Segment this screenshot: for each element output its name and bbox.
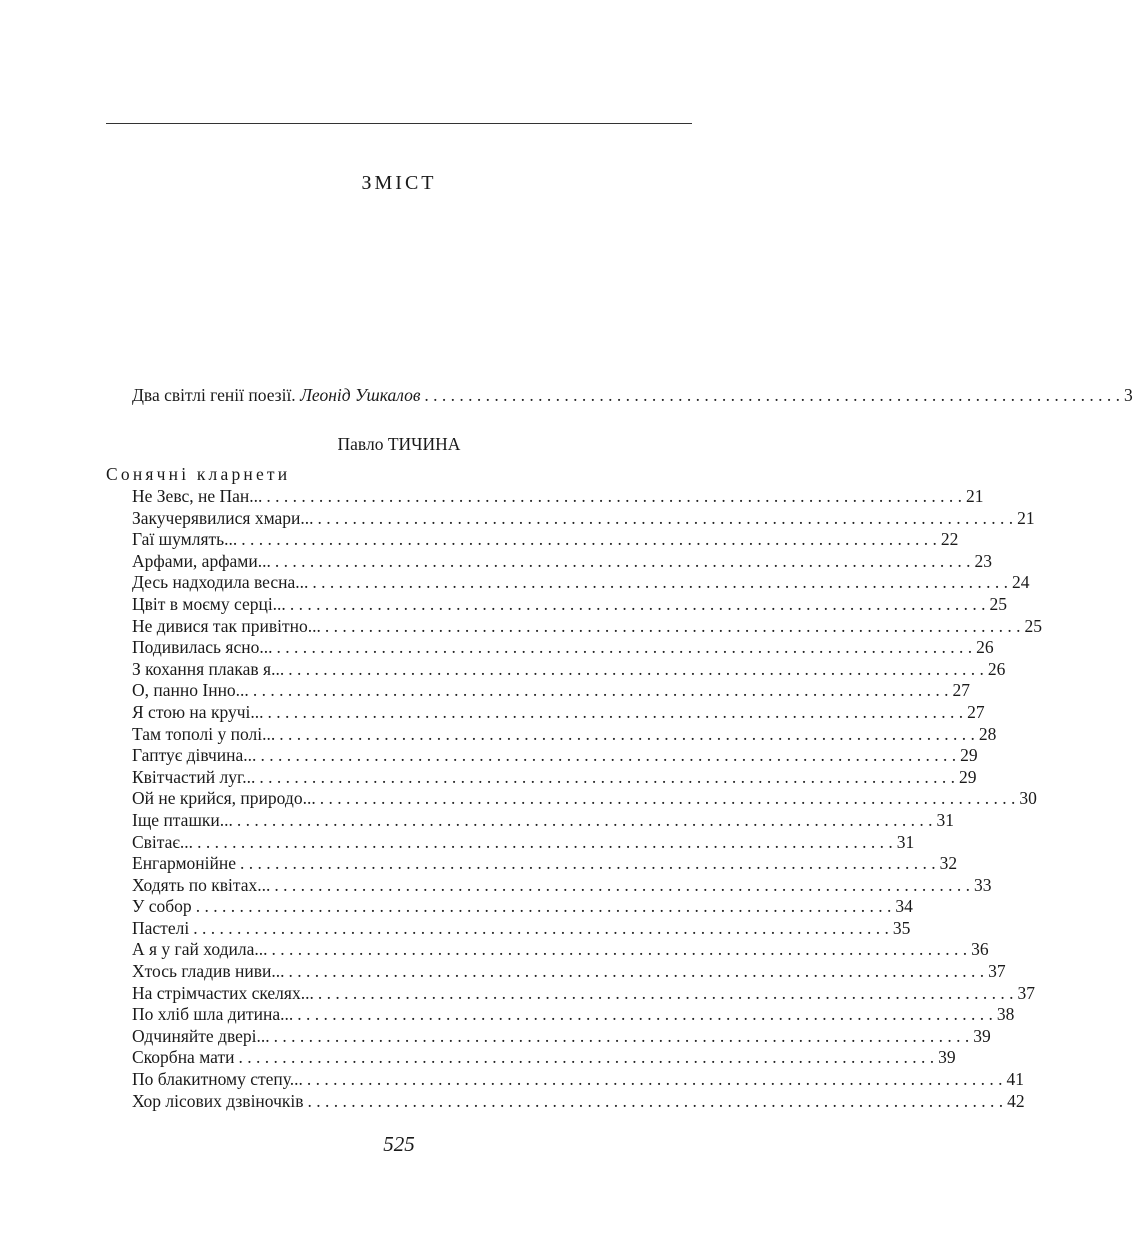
toc-entry-title: Не дивися так привітно... [132, 615, 321, 636]
toc-entry-title: Одчиняйте двері... [132, 1025, 270, 1046]
toc-entry-page: 39 [973, 1025, 991, 1046]
dot-leader: . . . . . . . . . . . . . . . . . . . . . . . . . . . . . . . . . . . . . . . . . . . . . . . . . . . . . . . . . . . . . . . . . . . . . . . . . . . . . . . . [288, 658, 984, 679]
toc-entry [132, 680, 970, 702]
toc-entry-page: 25 [1024, 615, 1042, 636]
toc-entry [132, 831, 915, 854]
toc-entry-page: 31 [936, 809, 955, 830]
toc-entry-page: 23 [974, 550, 992, 571]
folio-page-number: 525 [383, 1132, 415, 1156]
toc-entry-title: По хліб шла дитина... [132, 1004, 294, 1025]
toc-entry [132, 572, 1030, 594]
dot-leader: . . . . . . . . . . . . . . . . . . . . . . . . . . . . . . . . . . . . . . . . . . . . . . . . . . . . . . . . . . . . . . . . . . . . . . . . . . . . . . . . [271, 939, 968, 960]
toc-entry-page: 39 [938, 1047, 956, 1068]
dot-leader: . . . . . . . . . . . . . . . . . . . . . . . . . . . . . . . . . . . . . . . . . . . . . . . . . . . . . . . . . . . . . . . . . . . . . . . . . . . . . . . . [276, 637, 973, 658]
toc-entry-title: Гаї шумлять... [132, 529, 238, 550]
dot-leader: . . . . . . . . . . . . . . . . . . . . . . . . . . . . . . . . . . . . . . . . . . . . . . . . . . . . . . . . . . . . . . . . . . . . . . . . . . . . . . . . [288, 961, 985, 982]
toc-entry-page: 37 [988, 961, 1006, 982]
toc-list [132, 486, 1042, 1112]
toc-entry [132, 486, 984, 508]
dot-leader: . . . . . . . . . . . . . . . . . . . . . . . . . . . . . . . . . . . . . . . . . . . . . . . . . . . . . . . . . . . . . . . . . . . . . . . . . . . . . . . . [424, 385, 1121, 405]
toc-entry [132, 917, 911, 940]
dot-leader: . . . . . . . . . . . . . . . . . . . . . . . . . . . . . . . . . . . . . . . . . . . . . . . . . . . . . . . . . . . . . . . . . . . . . . . . . . . . . . . . [259, 766, 955, 787]
dot-leader: . . . . . . . . . . . . . . . . . . . . . . . . . . . . . . . . . . . . . . . . . . . . . . . . . . . . . . . . . . . . . . . . . . . . . . . . . . . . . . . . [317, 507, 1014, 528]
dot-leader: . . . . . . . . . . . . . . . . . . . . . . . . . . . . . . . . . . . . . . . . . . . . . . . . . . . . . . . . . . . . . . . . . . . . . . . . . . . . . . . . [273, 1025, 970, 1046]
toc-entry-title: Енгармонійне [132, 853, 237, 874]
toc-entry [132, 1047, 956, 1069]
dot-leader: . . . . . . . . . . . . . . . . . . . . . . . . . . . . . . . . . . . . . . . . . . . . . . . . . . . . . . . . . . . . . . . . . . . . . . . . . . . . . . . . [319, 788, 1016, 809]
toc-entry [132, 593, 1007, 616]
toc-entry-title: Пастелі [132, 917, 190, 938]
toc-entry [132, 853, 958, 875]
toc-entry-page: 35 [892, 917, 911, 938]
toc-entry-page: 33 [973, 874, 992, 895]
toc-entry-title: Квітчастий луг... [132, 766, 256, 787]
toc-entry-title: По блакитному степу... [132, 1069, 303, 1090]
toc-entry-page: 29 [958, 766, 977, 787]
toc-entry [132, 961, 1006, 983]
toc-entry-title: Хор лісових дзвіночків [132, 1090, 304, 1111]
toc-entry-title: Гаптує дівчина... [132, 745, 257, 766]
toc-entry [132, 1004, 1015, 1026]
dot-leader: . . . . . . . . . . . . . . . . . . . . . . . . . . . . . . . . . . . . . . . . . . . . . . . . . . . . . . . . . . . . . . . . . . . . . . . . . . . . . . . . [241, 529, 937, 550]
toc-entry-title: Не Зевс, не Пан... [132, 486, 263, 506]
toc-entry-page: 21 [1017, 507, 1035, 528]
dot-leader: . . . . . . . . . . . . . . . . . . . . . . . . . . . . . . . . . . . . . . . . . . . . . . . . . . . . . . . . . . . . . . . . . . . . . . . . . . . . . . . . [289, 593, 986, 614]
toc-entry-title: На стрімчастих скелях... [132, 982, 314, 1003]
toc-entry-page: 24 [1012, 572, 1030, 593]
toc-entry-page: 42 [1007, 1090, 1025, 1111]
toc-entry [132, 1069, 1025, 1091]
toc-entry [132, 637, 994, 659]
toc-entry-page: 29 [960, 745, 978, 766]
dot-leader: . . . . . . . . . . . . . . . . . . . . . . . . . . . . . . . . . . . . . . . . . . . . . . . . . . . . . . . . . . . . . . . . . . . . . . . . . . . . . . . . [306, 1069, 1003, 1090]
intro-label [132, 385, 424, 407]
toc-entry-page: 26 [987, 658, 1006, 679]
toc-entry-title: Світає... [132, 831, 194, 852]
dot-leader: . . . . . . . . . . . . . . . . . . . . . . . . . . . . . . . . . . . . . . . . . . . . . . . . . . . . . . . . . . . . . . . . . . . . . . . . . . . . . . . . [197, 831, 893, 852]
toc-entry-title: Хтось гладив ниви... [132, 961, 285, 982]
dot-leader: . . . . . . . . . . . . . . . . . . . . . . . . . . . . . . . . . . . . . . . . . . . . . . . . . . . . . . . . . . . . . . . . . . . . . . . . . . . . . . . . [317, 982, 1014, 1003]
toc-entry [132, 788, 1037, 810]
toc-entry [132, 896, 913, 918]
toc-entry-title: У собор [132, 896, 192, 917]
intro-title: Два світлі генії поезії. [132, 385, 296, 405]
toc-entry [132, 701, 985, 724]
toc-entry [132, 1025, 991, 1048]
toc-entry-page: 28 [978, 723, 997, 744]
toc-entry-page: 21 [966, 486, 984, 506]
intro-page: 3 [1124, 385, 1133, 405]
intro-entry [132, 385, 1133, 407]
dot-leader: . . . . . . . . . . . . . . . . . . . . . . . . . . . . . . . . . . . . . . . . . . . . . . . . . . . . . . . . . . . . . . . . . . . . . . . . . . . . . . . . [240, 853, 936, 874]
toc-entry-title: Іще пташки... [132, 809, 233, 830]
toc-entry-title: Ой не крийся, природо... [132, 788, 316, 809]
dot-leader: . . . . . . . . . . . . . . . . . . . . . . . . . . . . . . . . . . . . . . . . . . . . . . . . . . . . . . . . . . . . . . . . . . . . . . . . . . . . . . . . [195, 896, 892, 917]
toc-entry-page: 27 [967, 701, 985, 722]
top-rule [106, 123, 692, 124]
toc-entry [132, 507, 1035, 530]
toc-entry-page: 38 [996, 1004, 1015, 1025]
toc-entry [132, 766, 977, 789]
toc-entry-page: 27 [952, 680, 970, 701]
toc-entry [132, 939, 989, 961]
toc-entry-page: 41 [1006, 1069, 1025, 1090]
toc-entry-page: 34 [895, 896, 913, 917]
toc-entry [132, 615, 1042, 638]
section-heading: Сонячні кларнети [106, 464, 291, 484]
toc-entry [132, 982, 1035, 1005]
toc-entry-title: Ходять по квітах... [132, 874, 271, 895]
toc-entry-page: 31 [896, 831, 915, 852]
toc-entry-page: 32 [939, 853, 958, 874]
toc-entry-title: Я стою на кручі... [132, 701, 264, 722]
dot-leader: . . . . . . . . . . . . . . . . . . . . . . . . . . . . . . . . . . . . . . . . . . . . . . . . . . . . . . . . . . . . . . . . . . . . . . . . . . . . . . . . [236, 809, 933, 830]
toc-entry-page: 30 [1019, 788, 1037, 809]
toc-entry-page: 22 [940, 529, 959, 550]
dot-leader: . . . . . . . . . . . . . . . . . . . . . . . . . . . . . . . . . . . . . . . . . . . . . . . . . . . . . . . . . . . . . . . . . . . . . . . . . . . . . . . . [238, 1047, 935, 1068]
toc-entry [132, 658, 1006, 681]
toc-entry-title: Десь надходила весна... [132, 572, 309, 593]
toc-entry-title: Скорбна мати [132, 1047, 235, 1068]
toc-entry-title: Арфами, арфами... [132, 550, 271, 571]
toc-entry-title: З кохання плакав я... [132, 658, 285, 679]
toc-entry-title: Там тополі у полі... [132, 723, 276, 744]
toc-entry [132, 745, 978, 767]
dot-leader: . . . . . . . . . . . . . . . . . . . . . . . . . . . . . . . . . . . . . . . . . . . . . . . . . . . . . . . . . . . . . . . . . . . . . . . . . . . . . . . . [307, 1090, 1004, 1111]
dot-leader: . . . . . . . . . . . . . . . . . . . . . . . . . . . . . . . . . . . . . . . . . . . . . . . . . . . . . . . . . . . . . . . . . . . . . . . . . . . . . . . . [297, 1004, 993, 1025]
toc-entry [132, 529, 959, 551]
page-title: ЗМІСТ [361, 172, 437, 194]
toc-entry-title: Закучерявилися хмари... [132, 507, 314, 528]
toc-entry [132, 550, 992, 573]
toc-entry-title: А я у гай ходила... [132, 939, 268, 960]
author-heading: Павло ТИЧИНА [337, 434, 461, 454]
toc-entry-page: 25 [989, 593, 1007, 614]
intro-author: Леонід Ушкалов [300, 385, 421, 405]
dot-leader: . . . . . . . . . . . . . . . . . . . . . . . . . . . . . . . . . . . . . . . . . . . . . . . . . . . . . . . . . . . . . . . . . . . . . . . . . . . . . . . . [312, 572, 1009, 593]
dot-leader: . . . . . . . . . . . . . . . . . . . . . . . . . . . . . . . . . . . . . . . . . . . . . . . . . . . . . . . . . . . . . . . . . . . . . . . . . . . . . . . . [274, 874, 970, 895]
toc-entry [132, 809, 955, 832]
dot-leader: . . . . . . . . . . . . . . . . . . . . . . . . . . . . . . . . . . . . . . . . . . . . . . . . . . . . . . . . . . . . . . . . . . . . . . . . . . . . . . . . [279, 723, 975, 744]
toc-entry-title: Подивилась ясно... [132, 637, 273, 658]
toc-entry-title: О, панно Інно... [132, 680, 249, 701]
dot-leader: . . . . . . . . . . . . . . . . . . . . . . . . . . . . . . . . . . . . . . . . . . . . . . . . . . . . . . . . . . . . . . . . . . . . . . . . . . . . . . . . [252, 680, 949, 701]
toc-entry-page: 37 [1017, 982, 1035, 1003]
toc-entry-page: 26 [976, 637, 994, 658]
toc-entry [132, 1090, 1025, 1113]
toc-entry [132, 874, 992, 897]
dot-leader: . . . . . . . . . . . . . . . . . . . . . . . . . . . . . . . . . . . . . . . . . . . . . . . . . . . . . . . . . . . . . . . . . . . . . . . . . . . . . . . . [260, 745, 957, 766]
dot-leader: . . . . . . . . . . . . . . . . . . . . . . . . . . . . . . . . . . . . . . . . . . . . . . . . . . . . . . . . . . . . . . . . . . . . . . . . . . . . . . . . [274, 550, 971, 571]
dot-leader: . . . . . . . . . . . . . . . . . . . . . . . . . . . . . . . . . . . . . . . . . . . . . . . . . . . . . . . . . . . . . . . . . . . . . . . . . . . . . . . . [324, 615, 1021, 636]
dot-leader: . . . . . . . . . . . . . . . . . . . . . . . . . . . . . . . . . . . . . . . . . . . . . . . . . . . . . . . . . . . . . . . . . . . . . . . . . . . . . . . . [193, 917, 889, 938]
toc-entry-title: Цвіт в моєму серці... [132, 593, 286, 614]
toc-entry-page: 36 [971, 939, 989, 960]
toc-entry [132, 723, 997, 746]
dot-leader: . . . . . . . . . . . . . . . . . . . . . . . . . . . . . . . . . . . . . . . . . . . . . . . . . . . . . . . . . . . . . . . . . . . . . . . . . . . . . . . . [267, 701, 964, 722]
dot-leader: . . . . . . . . . . . . . . . . . . . . . . . . . . . . . . . . . . . . . . . . . . . . . . . . . . . . . . . . . . . . . . . . . . . . . . . . . . . . . . . . [266, 486, 963, 506]
